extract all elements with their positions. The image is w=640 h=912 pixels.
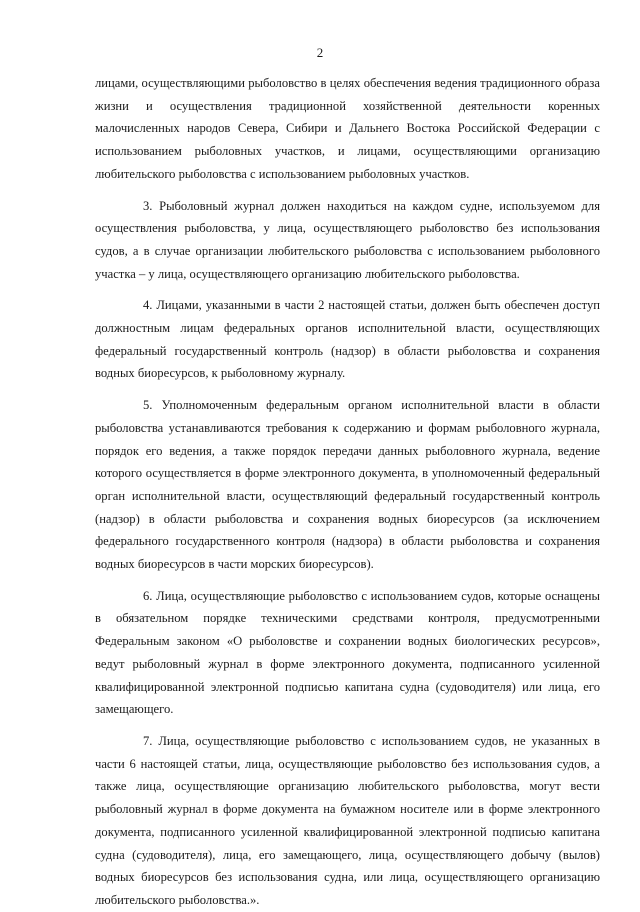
paragraph-part-3: 3. Рыболовный журнал должен находиться на каждом судне, используемом для осуществления рыболовства, у лица, осуществляющего рыболовство без использования судов, а в случае организации любительского рыболовства с использованием рыболовного участка – у лица, осуществляющего организацию любительского рыболовства. <box>95 198 600 281</box>
paragraph-part-4: 4. Лицами, указанными в части 2 настоящей статьи, должен быть обеспечен доступ должностным лицам федеральных органов исполнительной власти, осуществляющих федеральный государственный контроль (надзор) в области рыболовства и сохранения водных биоресурсов, к рыболовному журналу. <box>95 298 600 381</box>
paragraph-part-7: 7. Лица, осуществляющие рыболовство с использованием судов, не указанных в части 6 настоящей статьи, лица, осуществляющие рыболовство без использования судов, а также лица, осуществляющие организацию любительского рыболовства, могут вести рыболовный журнал в форме документа на бумажном носителе или в форме электронного документа, подписанного усиленной квалифицированной электронной подписью капитана судна (судоводителя), лица, его замещающего, лица, осуществляющего добычу (вылов) водных биоресурсов без использования судна, или лица, осуществляющего организацию любительского рыболовства.». <box>95 733 600 907</box>
paragraph-part-5: 5. Уполномоченным федеральным органом исполнительной власти в области рыболовства устанавливаются требования к содержанию и формам рыболовного журнала, порядок его ведения, а также порядок передачи данных рыболовного журнала, ведение которого осуществляется в форме электронного документа, в уполномоченный федеральный орган исполнительной власти, осуществляющий федеральный государственный контроль (надзор) в области рыболовства и сохранения водных биоресурсов (за исключением федерального государственного контроля (надзора) в области рыболовства и сохранения водных биоресурсов в части морских биоресурсов). <box>95 398 600 572</box>
page-number: 2 <box>316 45 324 60</box>
paragraph-continuation: лицами, осуществляющими рыболовство в целях обеспечения ведения традиционного образа жизни и осуществления традиционной хозяйственной деятельности коренных малочисленных народов Севера, Сибири и Дальнего Востока Российской Федерации с использованием рыболовных участков, и лицами, осуществляющими организацию любительского рыболовства с использованием рыболовных участков. <box>95 76 600 181</box>
paragraph-part-6: 6. Лица, осуществляющие рыболовство с использованием судов, которые оснащены в обязательном порядке техническими средствами контроля, предусмотренными Федеральным законом «О рыболовстве и сохранении водных биологических ресурсов», ведут рыболовный журнал в форме электронного документа, подписанного усиленной квалифицированной электронной подписью капитана судна (судоводителя) или лица, его замещающего. <box>95 588 600 717</box>
document-body <box>95 72 600 912</box>
